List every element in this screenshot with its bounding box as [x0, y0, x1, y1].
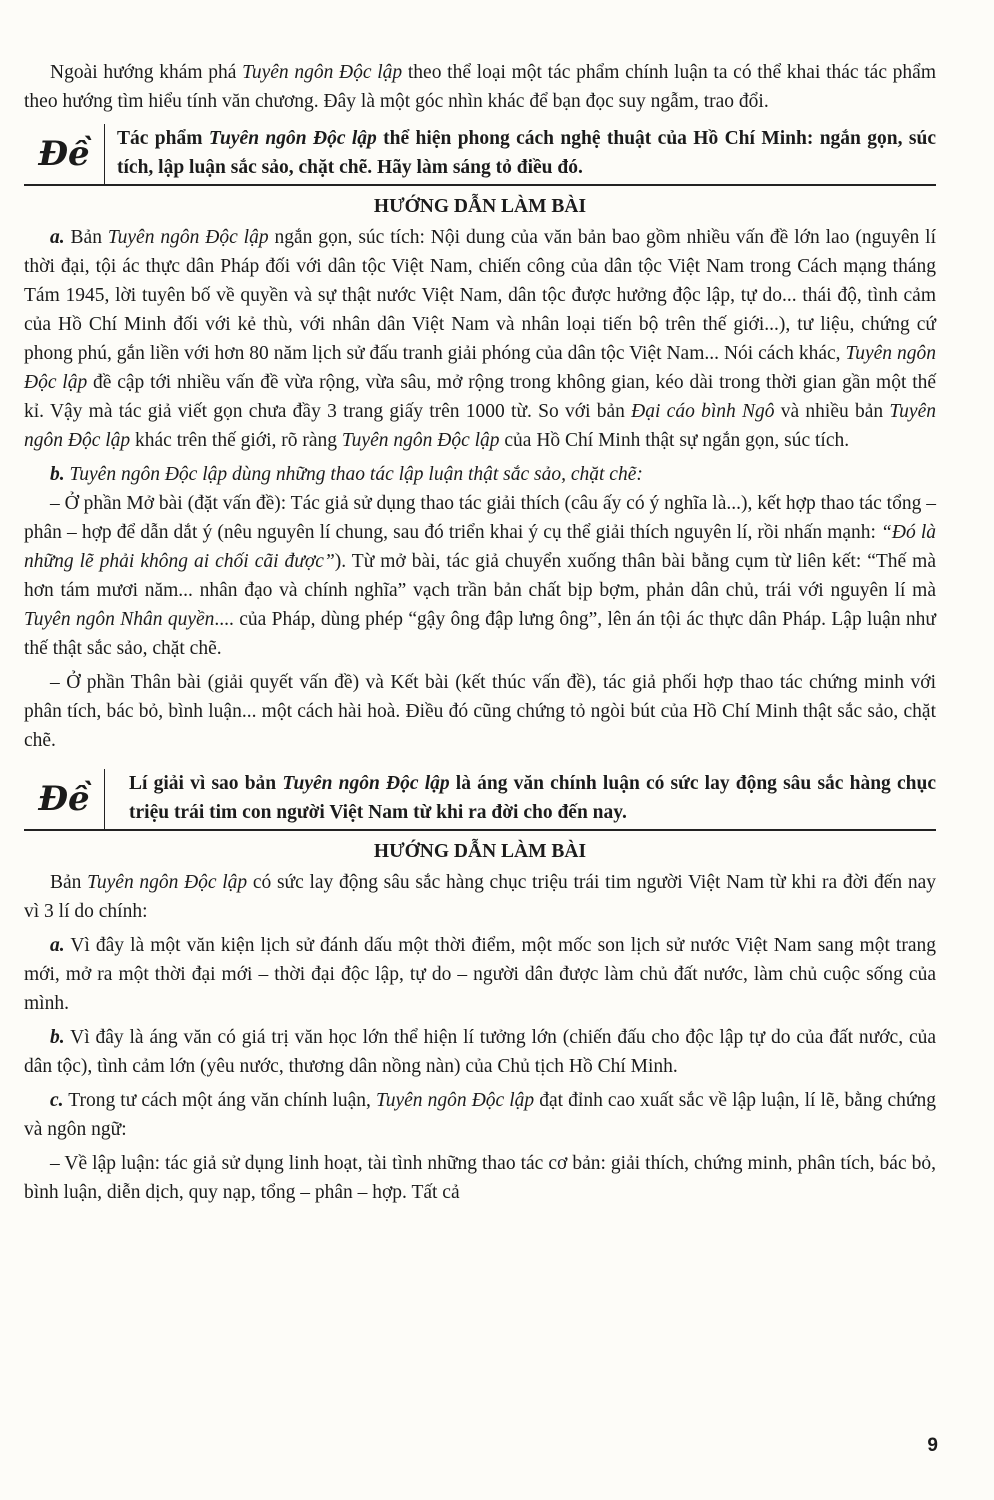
body-text: Vì đây là một văn kiện lịch sử đánh dấu một thời điểm, một mốc son lịch sử nước Việt Nam sang một trang mới, mở ra một thời đại mới – thời đại độc lập, tự do – người dân được làm chủ đất nước, làm chủ cuộc sống của mình. [24, 935, 936, 1014]
reason-c-paragraph [24, 1086, 936, 1144]
answer-a-paragraph [24, 223, 936, 455]
answer-b-heading [24, 460, 936, 489]
reason-b-paragraph [24, 1023, 936, 1081]
guide-heading-2: HƯỚNG DẪN LÀM BÀI [373, 841, 587, 862]
work-title: Tuyên ngôn Độc lập [341, 430, 500, 451]
de-mark-icon: Đề [24, 124, 105, 184]
de-mark-icon: Đề [24, 769, 105, 829]
item-label: b. [50, 464, 65, 485]
work-title: Đại cáo bình Ngô [631, 401, 775, 422]
body-text: đạt đỉnh cao xuất sắc về lập luận, lí lẽ, bằng chứng và ngôn ngữ: [24, 1090, 936, 1140]
item-label: a. [50, 935, 65, 956]
body-text: – Ở phần Mở bài (đặt vấn đề): Tác giả sử dụng thao tác giải thích (câu ấy có ý nghĩa là...), kết hợp thao tác tổng – phân – hợp để dẫn dắt ý (nêu nguyên lí chung, sau đó triển khai ý cụ thể giải thích nguyên lí, rồi nhấn mạnh: [24, 493, 936, 543]
work-title: Tuyên ngôn Độc lập [242, 62, 403, 83]
body-text: Bản [64, 227, 108, 248]
intro-paragraph [24, 58, 936, 116]
body-text: Trong tư cách một áng văn chính luận, [63, 1090, 376, 1111]
body-text: đề cập tới nhiều vấn đề vừa rộng, vừa sâu, mở rộng trong không gian, kéo dài trong thời gian gần một thế kỉ. Vậy mà tác giả viết gọn chưa đầy 3 trang giấy trên 1000 từ. So với bản [24, 372, 937, 422]
answer-b-point-2: – Ở phần Thân bài (giải quyết vấn đề) và Kết bài (kết thúc vấn đề), tác giả phối hợp thao tác chứng minh với phân tích, bác bỏ, bình luận... một cách hài hoà. Điều đó cũng chứng tỏ ngòi bút của Hồ Chí Minh thật sắc sảo, chặt chẽ. [24, 672, 936, 751]
intro-text-continued: theo thể loại một tác phẩm chính luận ta có thể khai thác tác phẩm theo hướng tìm hiểu tính văn chương. Đây là một góc nhìn khác để bạn đọc suy ngẫm, trao đổi. [24, 62, 937, 112]
body-text: Vì đây là áng văn có giá trị văn học lớn thể hiện lí tưởng lớn (chiến đấu cho độc lập tự do của đất nước, của dân tộc), tình cảm lớn (yêu nước, thương dân nồng nàn) của Chủ tịch Hồ Chí Minh. [24, 1027, 936, 1077]
item-label: a. [50, 227, 65, 248]
question-1-text [105, 124, 936, 184]
work-title: Tuyên ngôn Độc lập [107, 227, 269, 248]
subheading-text: Tuyên ngôn Độc lập dùng những thao tác lập luận thật sắc sảo, chặt chẽ: [64, 464, 643, 485]
question-text-continued: là áng văn chính luận có sức lay động sâu sắc hàng chục triệu trái tim con người Việt Nam từ khi ra đời cho đến nay. [129, 773, 936, 823]
body-text: và nhiều bản [774, 401, 890, 422]
page-content [24, 58, 936, 1207]
body-text: khác trên thế giới, rõ ràng [130, 430, 342, 451]
question-box-2 [24, 769, 936, 831]
body-text: của Hồ Chí Minh thật sự ngắn gọn, súc tích. [499, 430, 850, 451]
quote-text: “Đó là những lẽ phải không ai chối cãi được” [24, 522, 936, 572]
intro-2-paragraph [24, 868, 936, 926]
question-box-1 [24, 124, 936, 186]
question-2-text [105, 769, 936, 829]
answer-b-point-1 [24, 489, 936, 663]
item-label: b. [50, 1027, 65, 1048]
body-text: có sức lay động sâu sắc hàng chục triệu trái tim người Việt Nam từ khi ra đời đến nay vì 3 lí do chính: [24, 872, 936, 922]
work-title: Tuyên ngôn Độc lập [24, 401, 936, 451]
body-text: .... của Pháp, dùng phép “gậy ông đập lưng ông”, lên án tội ác thực dân Pháp. Lập luận như thế thật sắc sảo, chặt chẽ. [24, 609, 936, 659]
work-title: Tuyên ngôn Nhân quyền [24, 609, 215, 630]
work-title: Tuyên ngôn Độc lập [87, 872, 248, 893]
reason-a-paragraph [24, 931, 936, 1018]
item-label: c. [50, 1090, 64, 1111]
work-title: Tuyên ngôn Độc lập [208, 128, 377, 149]
body-text: Bản [50, 872, 88, 893]
reason-c-point-1: – Về lập luận: tác giả sử dụng linh hoạt, tài tình những thao tác cơ bản: giải thích, chứng minh, phân tích, bác bỏ, bình luận, diễn dịch, quy nạp, tổng – phân – hợp. Tất cả [24, 1153, 936, 1203]
guide-heading-1: HƯỚNG DẪN LÀM BÀI [373, 196, 587, 217]
question-text: Tác phẩm [117, 128, 209, 149]
question-text: Lí giải vì sao bản [129, 773, 283, 794]
work-title: Tuyên ngôn Độc lập [282, 773, 450, 794]
page-number: 9 [927, 1435, 938, 1456]
work-title: Tuyên ngôn Độc lập [375, 1090, 535, 1111]
work-title: Tuyên ngôn Độc lập [24, 343, 936, 393]
body-text: ngắn gọn, súc tích: Nội dung của văn bản bao gồm nhiều vấn đề lớn lao (nguyên lí thời đại, tội ác thực dân Pháp đối với dân tộc Việt Nam, chiến công của dân tộc Việt Nam trong Cách mạng tháng Tám 1945, lời tuyên bố về quyền và sự thật nước Việt Nam, dân tộc được hưởng độc lập, tự do... thái độ, tình cảm của Hồ Chí Minh đối với kẻ thù, với nhân dân Việt Nam và nhân loại tiến bộ trên thế giới...), tư liệu, chứng cứ phong phú, gắn liền với hơn 80 năm lịch sử đấu tranh giải phóng của dân tộc Việt Nam... Nói cách khác, [24, 227, 936, 364]
intro-text: Ngoài hướng khám phá [50, 62, 243, 83]
body-text: ). Từ mở bài, tác giả chuyển xuống thân bài bằng cụm từ liên kết: “Thế mà hơn tám mươi năm... nhân đạo và chính nghĩa” vạch trần bản chất bịp bợm, phản dân chủ, trái với nguyên lí mà [24, 551, 936, 601]
question-text-continued: thể hiện phong cách nghệ thuật của Hồ Chí Minh: ngắn gọn, súc tích, lập luận sắc sảo, chặt chẽ. Hãy làm sáng tỏ điều đó. [117, 128, 936, 178]
